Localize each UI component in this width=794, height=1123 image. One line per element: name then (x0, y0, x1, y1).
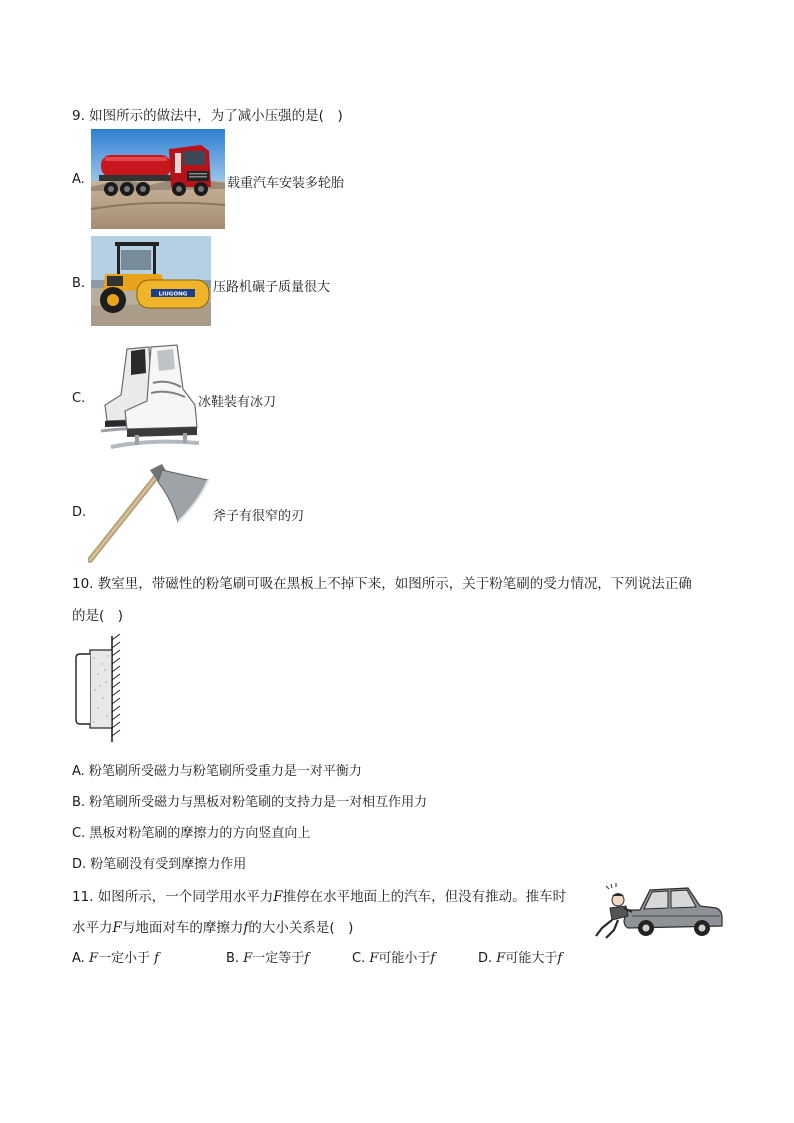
q9-option-c-letter: C. (72, 391, 86, 406)
q10-option-c: C. 黑板对粉笔刷的摩擦力的方向竖直向上 (72, 826, 311, 841)
q9-option-d-text: 斧子有很窄的刃 (213, 509, 305, 524)
roller-brand-logo: LIUGONG (158, 291, 188, 298)
option-letter: A. (72, 951, 85, 966)
friction-symbol-f: f (304, 951, 310, 966)
axe-image (88, 460, 214, 564)
option-relation: 可能大于 (505, 951, 558, 966)
force-symbol-F: F (243, 951, 253, 966)
q11-stem-line2-part-a: 水平力 (72, 920, 113, 936)
q11-stem-line1-part-b: 推停在水平地面上的汽车，但没有推动。推车时 (282, 889, 567, 905)
q9-option-c-text: 冰鞋装有冰刀 (198, 395, 277, 410)
chalk-eraser-on-blackboard-diagram (72, 634, 128, 744)
q11-stem-line2 (72, 916, 353, 936)
force-symbol-F: F (369, 951, 379, 966)
option-letter: B. (226, 951, 240, 966)
q9-option-b-text: 压路机碾子质量很大 (213, 280, 331, 295)
q10-option-a: A. 粉笔刷所受磁力与粉笔刷所受重力是一对平衡力 (72, 764, 362, 779)
force-symbol-F: F (88, 951, 98, 966)
friction-symbol-f: f (557, 951, 563, 966)
q11-option-b (226, 947, 309, 966)
heavy-truck-image (91, 129, 225, 229)
option-relation: 可能小于 (378, 951, 431, 966)
friction-symbol-f: f (430, 951, 436, 966)
q11-option-c (352, 947, 435, 966)
friction-symbol-f: f (154, 951, 159, 966)
q11-option-a (72, 947, 159, 966)
q10-stem-line1: 10. 教室里，带磁性的粉笔刷可吸在黑板上不掉下来，如图所示，关于粉笔刷的受力情况，下列说法正确 (72, 576, 692, 592)
q9-option-d-letter: D. (72, 505, 87, 520)
friction-symbol-f: f (243, 920, 249, 936)
road-roller-image (91, 236, 211, 326)
q11-stem-line2-part-c: 的大小关系是( ) (248, 920, 354, 936)
force-symbol-F: F (112, 920, 122, 936)
option-relation: 一定等于 (252, 951, 305, 966)
q9-option-b-letter: B. (72, 276, 86, 291)
q9-option-a-text: 载重汽车安装多轮胎 (227, 176, 345, 191)
option-relation: 一定小于 (97, 951, 150, 966)
ice-skates-image (91, 343, 199, 451)
q10-stem-line2: 的是( ) (72, 608, 124, 624)
q11-stem-line1-part-a: 11. 如图所示，一个同学用水平力 (72, 889, 274, 905)
q11-option-d (478, 947, 562, 966)
option-letter: D. (478, 951, 493, 966)
option-letter: C. (352, 951, 366, 966)
q11-stem-line1 (72, 885, 566, 905)
force-symbol-F: F (496, 951, 506, 966)
child-pushing-car-image (592, 880, 724, 942)
q10-option-d: D. 粉笔刷没有受到摩擦力作用 (72, 857, 247, 872)
q9-option-a-letter: A. (72, 172, 85, 187)
force-symbol-F: F (273, 889, 283, 905)
q11-stem-line2-part-b: 与地面对车的摩擦力 (121, 920, 244, 936)
q10-option-b: B. 粉笔刷所受磁力与黑板对粉笔刷的支持力是一对相互作用力 (72, 795, 428, 810)
q9-stem: 9. 如图所示的做法中，为了减小压强的是( ) (72, 108, 343, 124)
